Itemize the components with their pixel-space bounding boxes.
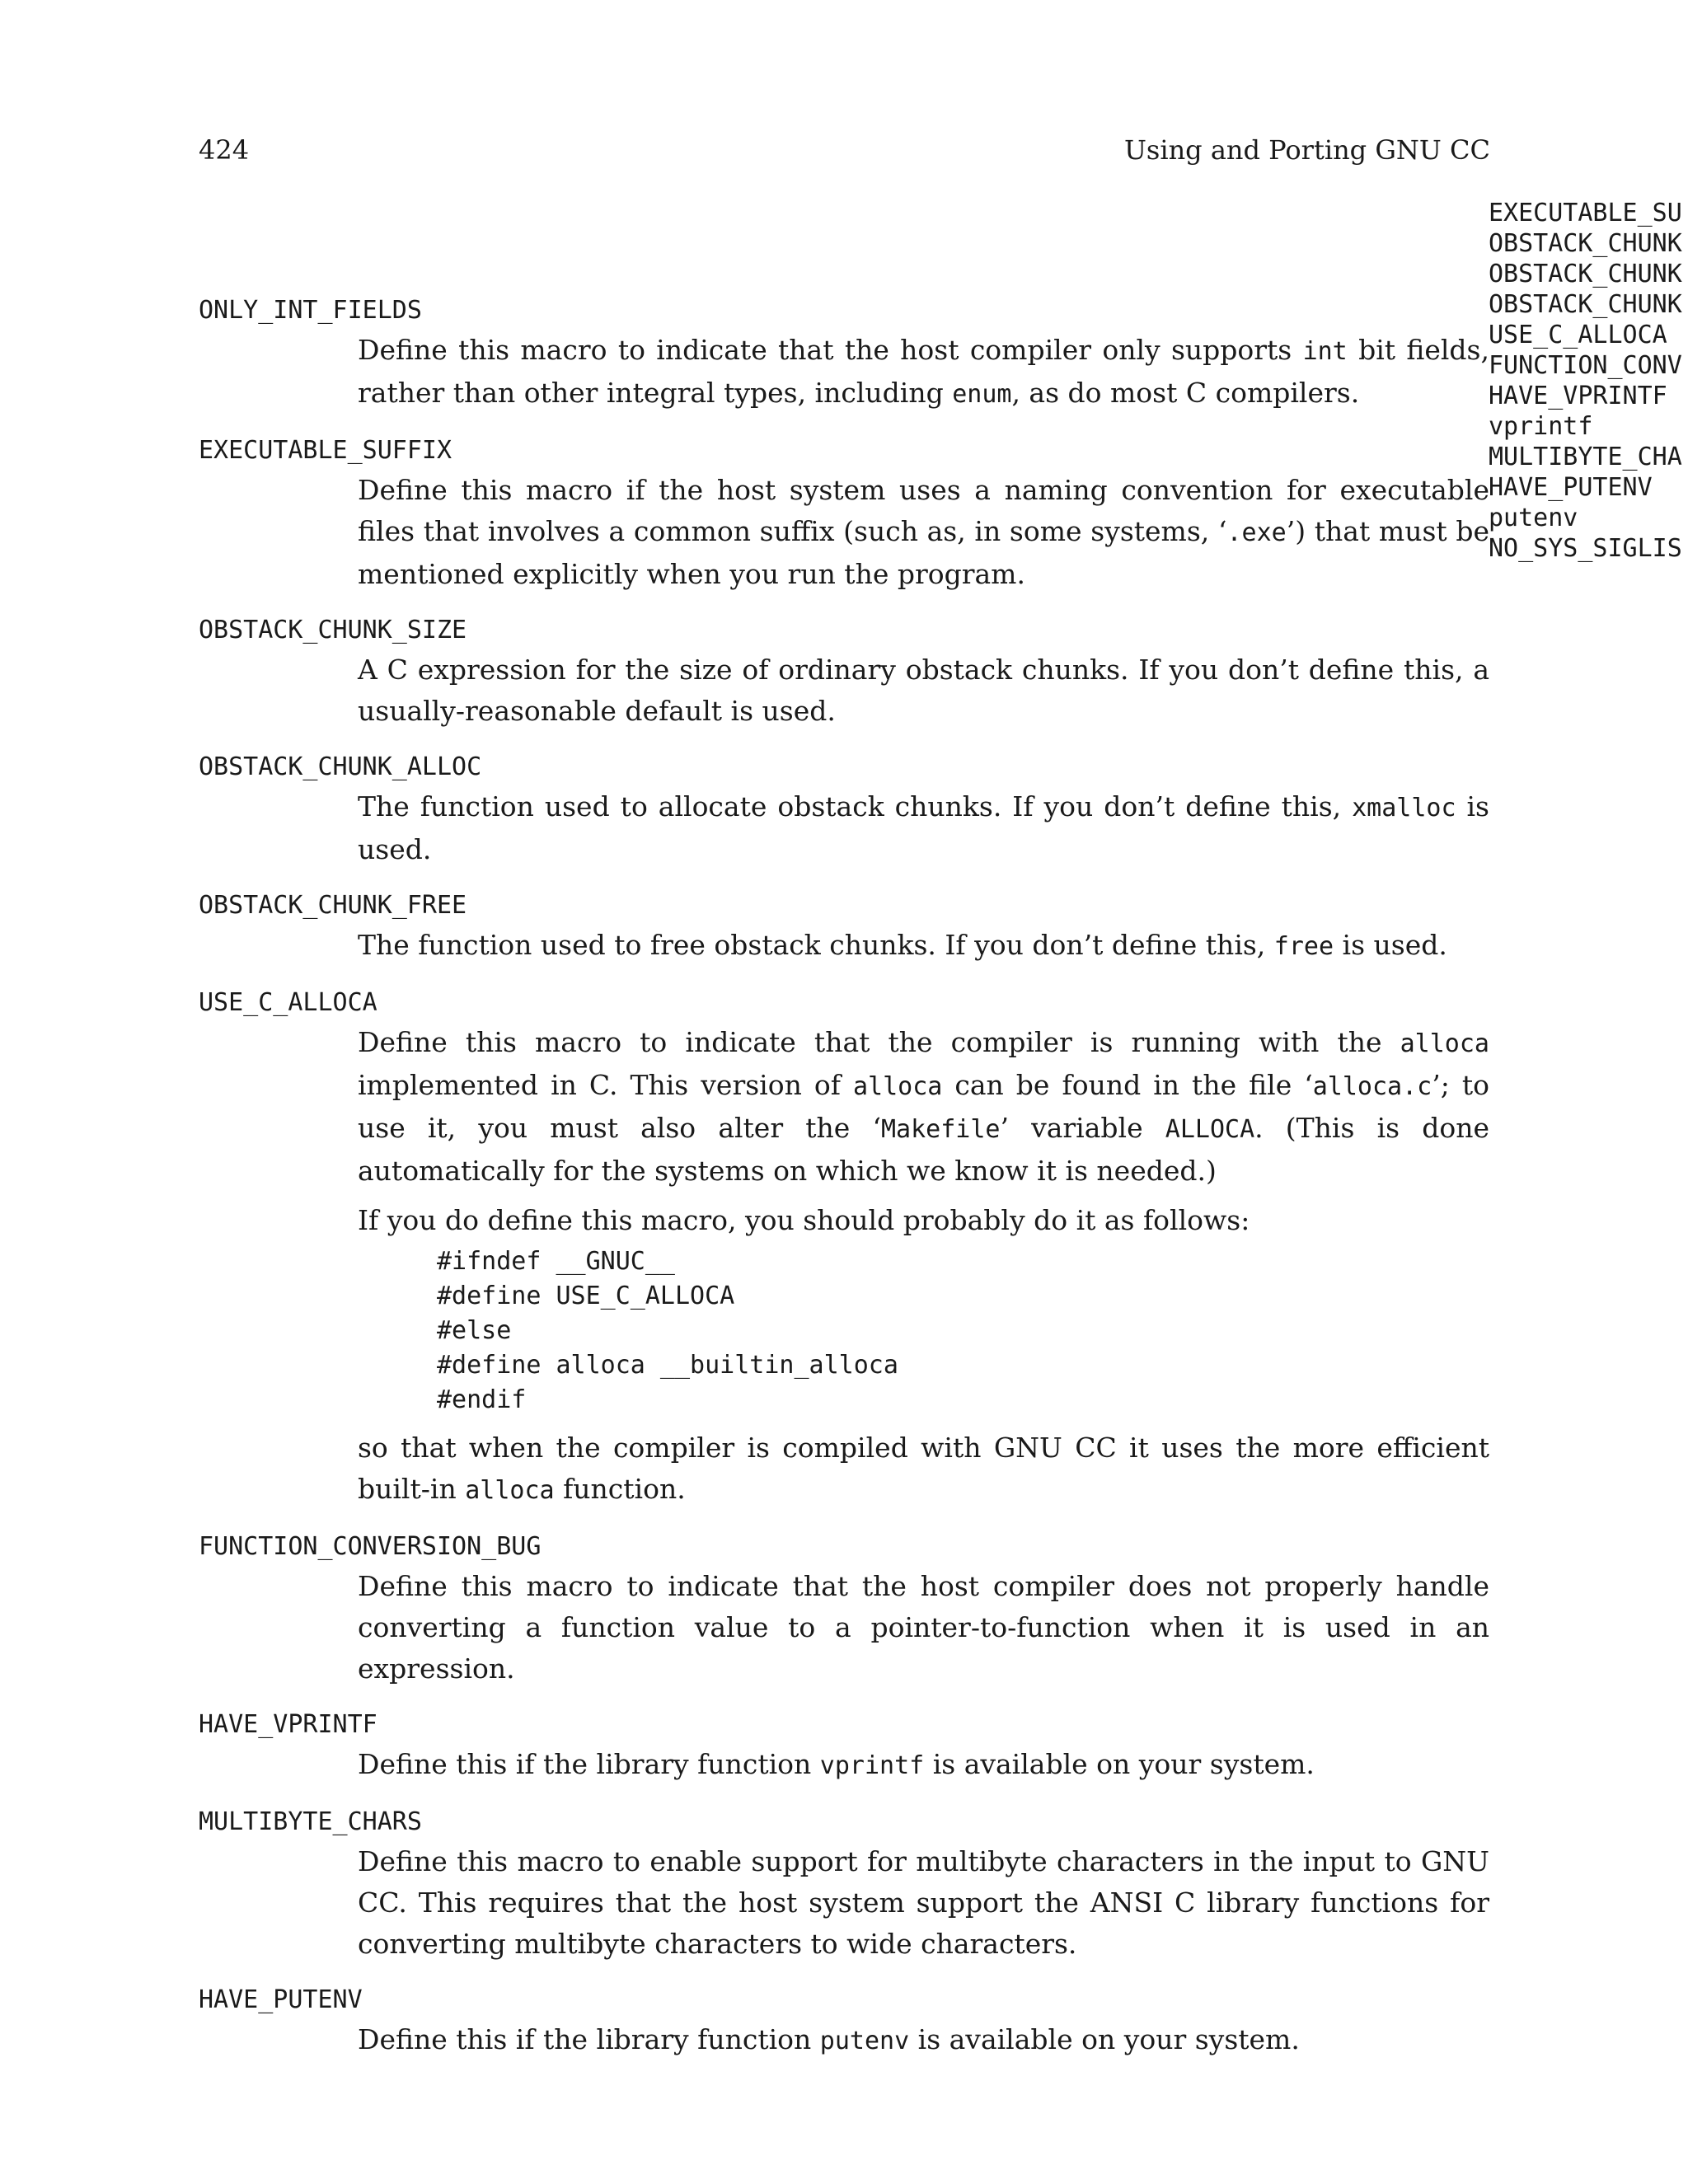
description-paragraph bbox=[358, 786, 1489, 870]
description-paragraph bbox=[358, 1744, 1489, 1787]
inline-code: Makefile bbox=[880, 1115, 1001, 1144]
body-text: is available on your system. bbox=[909, 2023, 1300, 2055]
body-text: ’ variable bbox=[1000, 1112, 1165, 1144]
body-text: ’; to use it, you must also alter the ‘ bbox=[358, 1069, 1489, 1144]
margin-index-item: OBSTACK_CHUNK bbox=[1489, 229, 1682, 258]
margin-index-item: OBSTACK_CHUNK bbox=[1489, 260, 1682, 288]
description-paragraph bbox=[358, 1841, 1489, 1965]
inline-code: .exe bbox=[1226, 518, 1287, 547]
code-line: #define alloca __builtin_alloca bbox=[437, 1351, 898, 1380]
body-text: so that when the compiler is compiled with GNU CC it uses the more efficient built-in bbox=[358, 1432, 1489, 1505]
body-text: ’) that must be mentioned explicitly when you run the program. bbox=[358, 515, 1489, 590]
code-line: #ifndef __GNUC__ bbox=[437, 1247, 675, 1276]
description-paragraph bbox=[358, 330, 1489, 415]
macro-name: HAVE_PUTENV bbox=[199, 1985, 363, 2014]
macro-name: FUNCTION_CONVERSION_BUG bbox=[199, 1532, 542, 1561]
definition-entry bbox=[199, 612, 1489, 732]
body-text: Define this macro to enable support for multibyte characters in the input to GNU CC. This requires that the host system support the ANSI C library functions for converting multibyte characters to wide characters. bbox=[358, 1845, 1489, 1960]
macro-description bbox=[358, 925, 1489, 968]
body-text: can be found in the file ‘ bbox=[942, 1069, 1313, 1101]
margin-index-item: vprintf bbox=[1489, 412, 1593, 441]
macro-name: ONLY_INT_FIELDS bbox=[199, 296, 422, 325]
macro-description bbox=[358, 1566, 1489, 1690]
definition-entry bbox=[199, 748, 1489, 870]
macro-description bbox=[358, 649, 1489, 732]
inline-code: alloca bbox=[465, 1476, 555, 1505]
inline-code: free bbox=[1273, 932, 1334, 961]
body-text: , as do most C compilers. bbox=[1011, 377, 1360, 409]
inline-code: enum bbox=[952, 380, 1012, 409]
margin-index-item: OBSTACK_CHUNK bbox=[1489, 290, 1682, 319]
body-text: Define this if the library function bbox=[358, 2023, 820, 2055]
inline-code: alloca bbox=[852, 1072, 943, 1101]
macro-name: MULTIBYTE_CHARS bbox=[199, 1807, 422, 1836]
body-text: is available on your system. bbox=[924, 1748, 1315, 1780]
macro-description bbox=[358, 1022, 1489, 1511]
body-text: The function used to allocate obstack chunks. If you don’t define this, bbox=[358, 790, 1353, 823]
body-text: is used. bbox=[1334, 929, 1447, 961]
inline-code: int bbox=[1302, 337, 1348, 366]
body-text: function. bbox=[554, 1473, 686, 1505]
description-paragraph bbox=[358, 1427, 1489, 1511]
body-text: is used. bbox=[358, 790, 1489, 865]
body-text: Define this macro to indicate that the compiler is running with the bbox=[358, 1026, 1400, 1058]
document-content bbox=[199, 292, 1489, 2079]
code-line: #endif bbox=[437, 1385, 527, 1414]
definition-entry bbox=[199, 432, 1489, 595]
macro-name: HAVE_VPRINTF bbox=[199, 1710, 377, 1739]
margin-index-item: MULTIBYTE_CHA bbox=[1489, 443, 1682, 471]
macro-description bbox=[358, 330, 1489, 415]
inline-code: vprintf bbox=[819, 1751, 925, 1780]
macro-name: OBSTACK_CHUNK_ALLOC bbox=[199, 752, 482, 781]
inline-code: alloca bbox=[1400, 1029, 1489, 1058]
description-paragraph bbox=[358, 2019, 1489, 2062]
definition-entry bbox=[199, 1981, 1489, 2062]
macro-name: USE_C_ALLOCA bbox=[199, 988, 377, 1017]
macro-description bbox=[358, 1841, 1489, 1965]
margin-index-item: putenv bbox=[1489, 504, 1578, 532]
macro-name: OBSTACK_CHUNK_FREE bbox=[199, 891, 467, 920]
macro-description bbox=[358, 470, 1489, 595]
margin-index-item: USE_C_ALLOCA bbox=[1489, 321, 1667, 349]
description-paragraph bbox=[358, 1022, 1489, 1192]
margin-index-item: EXECUTABLE_SU bbox=[1489, 199, 1682, 227]
description-paragraph bbox=[358, 925, 1489, 968]
macro-description bbox=[358, 1744, 1489, 1787]
description-paragraph bbox=[358, 470, 1489, 595]
definition-entry bbox=[199, 984, 1489, 1511]
inline-code: xmalloc bbox=[1352, 794, 1456, 823]
code-line: #else bbox=[437, 1316, 512, 1345]
definition-entry bbox=[199, 1528, 1489, 1690]
inline-code: alloca.c bbox=[1312, 1072, 1432, 1101]
code-line: #define USE_C_ALLOCA bbox=[437, 1282, 735, 1310]
inline-code: putenv bbox=[819, 2027, 910, 2055]
definition-entry bbox=[199, 1803, 1489, 1965]
description-paragraph bbox=[358, 1200, 1489, 1241]
body-text: The function used to free obstack chunks. If you don’t define this, bbox=[358, 929, 1274, 961]
body-text: bit fields, rather than other integral types, including bbox=[358, 334, 1489, 409]
running-title: Using and Porting GNU CC bbox=[1123, 134, 1490, 166]
page-number: 424 bbox=[199, 134, 250, 166]
body-text: Define this macro if the host system uses a naming convention for executable files that involves a common suffix (such as, in some systems, ‘ bbox=[358, 474, 1489, 547]
margin-index-item: HAVE_PUTENV bbox=[1489, 473, 1653, 502]
macro-name: EXECUTABLE_SUFFIX bbox=[199, 436, 452, 465]
definition-entry bbox=[199, 887, 1489, 968]
inline-code: ALLOCA bbox=[1165, 1115, 1255, 1144]
definition-entry bbox=[199, 1706, 1489, 1787]
body-text: Define this macro to indicate that the host compiler does not properly handle converting a function value to a pointer-to-function when it is used in an expression. bbox=[358, 1570, 1489, 1685]
body-text: If you do define this macro, you should probably do it as follows: bbox=[358, 1204, 1250, 1236]
margin-index bbox=[1489, 198, 1688, 564]
definition-entry bbox=[199, 292, 1489, 415]
description-paragraph bbox=[358, 649, 1489, 732]
body-text: Define this macro to indicate that the host compiler only supports bbox=[358, 334, 1303, 366]
macro-description bbox=[358, 2019, 1489, 2062]
body-text: . (This is done automatically for the systems on which we know it is needed.) bbox=[358, 1112, 1489, 1187]
body-text: A C expression for the size of ordinary obstack chunks. If you don’t define this, a usually-reasonable default is used. bbox=[358, 654, 1489, 727]
body-text: Define this if the library function bbox=[358, 1748, 820, 1780]
margin-index-item: FUNCTION_CONV bbox=[1489, 351, 1682, 380]
margin-index-item: HAVE_VPRINTF bbox=[1489, 382, 1667, 410]
description-paragraph bbox=[358, 1566, 1489, 1690]
macro-name: OBSTACK_CHUNK_SIZE bbox=[199, 616, 467, 644]
body-text: implemented in C. This version of bbox=[358, 1069, 853, 1101]
macro-description bbox=[358, 786, 1489, 870]
margin-index-item: NO_SYS_SIGLIS bbox=[1489, 534, 1682, 563]
code-example bbox=[437, 1244, 1489, 1418]
